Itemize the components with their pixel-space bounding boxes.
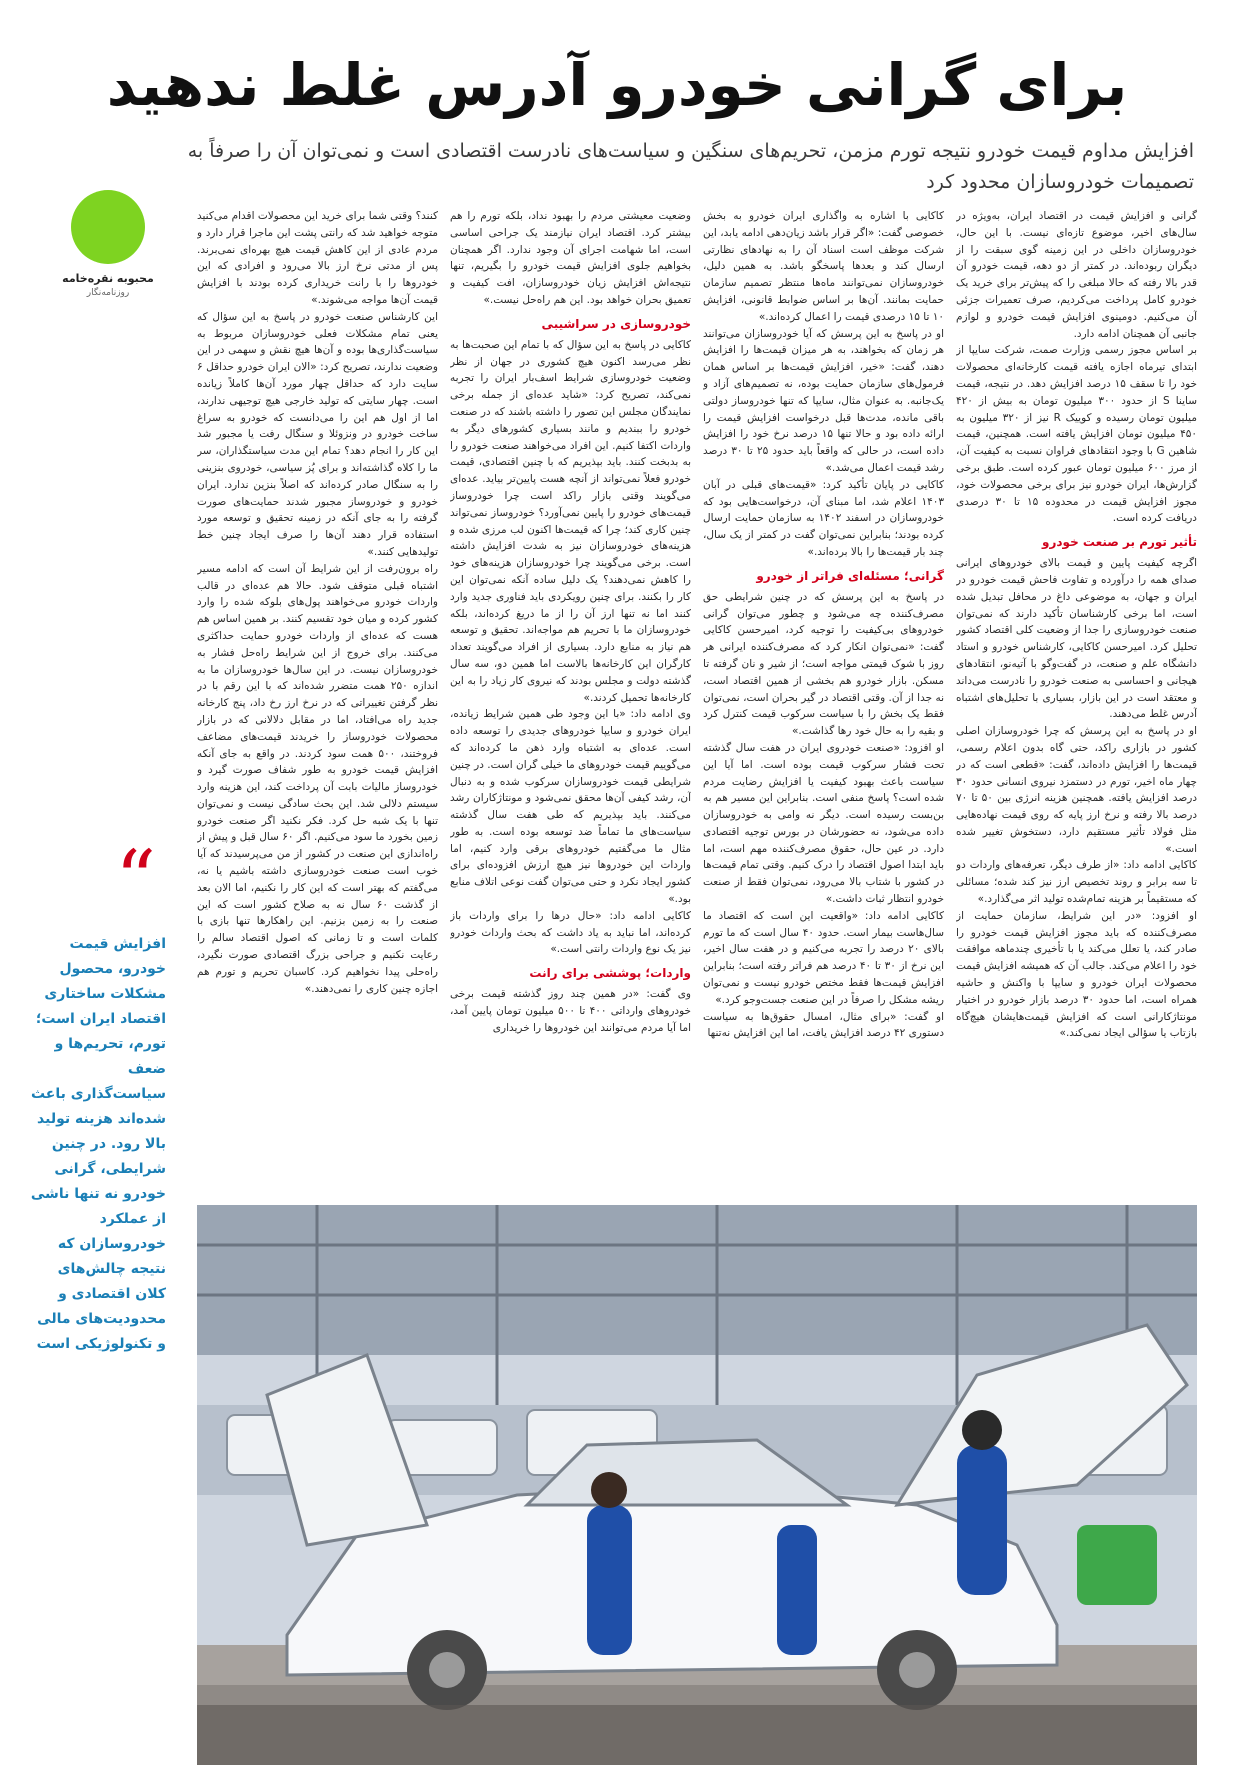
body-paragraph: کاکایی با اشاره به واگذاری ایران خودرو به بخش خصوصی گفت: «اگر قرار باشد زیان‌دهی ادامه یابد، این شرکت موظف است اسناد آن را به نهادهای نظارتی ارسال کند و بعدها پاسخگو باشد. به همین دلیل، خودروسازان نمی‌توانند ماه‌ها منتظر تصمیم سازمان حمایت بمانند. آن‌ها بر اساس ضوابط قانونی، افزایش ۱۰ تا ۱۵ درصدی قیمت را اعمال کرده‌اند.»	[703, 210, 944, 323]
body-paragraph: او گفت: «برای مثال، امسال حقوق‌ها به سیاست دستوری ۴۲ درصد افزایش یافت، اما این افزایش نه‌تنها	[703, 1010, 944, 1040]
body-paragraph: کاکایی ادامه داد: «حال درها را برای واردات باز کرده‌اند، اما نباید به یاد داشت که بحث واردات خودرو نیز یک نوع واردات رانتی است.»	[450, 909, 691, 956]
section-heading: تأثیر تورم بر صنعت خودرو	[1042, 535, 1197, 550]
body-paragraph: کنند؟ وقتی شما برای خرید این محصولات اقدام می‌کنید متوجه خواهید شد که رانتی پشت این ماجرا قرار دارد و مردم عادی از این کاهش قیمت هیچ بهره‌ای نمی‌برند. پس از مدتی نرخ ارز بالا می‌رود و افرادی که این خودروها را با رانت خریداری کرده بودند با افزایش قیمت آن‌ها مواجه می‌شوند.»	[197, 210, 438, 306]
body-paragraph: در پاسخ به این پرسش که در چنین شرایطی حق مصرف‌کننده چه می‌شود و چطور می‌توان گرانی خودروهای بی‌کیفیت را توجیه کرد، امیرحسن کاکایی گفت: «نمی‌توان انکار کرد که مصرف‌کننده ایرانی هر روز با شوک قیمتی مواجه است؛ از شیر و نان گرفته تا مسکن. بازار خودرو هم بخشی از همین اقتصاد است، نه جدا از آن. وقتی اقتصاد در گیر بحران است، نمی‌توان فقط یک بخش را با سیاست سرکوب قیمت کنترل کرد و بقیه را به حال خود رها گذاشت.»	[703, 590, 944, 738]
body-paragraph: وی ادامه داد: «با این وجود طی همین شرایط زیانده، ایران خودرو و سایپا خودروهای جدیدی را توسعه داده است. عده‌ای به اشتباه وارد ذهن ما کرده‌اند که می‌گوییم قیمت خودروهای ما خیلی گران است. در چنین شرایطی قیمت خودروسازان سرکوب شده و به دنبال آن، رشد کیفی آن‌ها محقق نمی‌شود و مونتاژکاران رشد می‌کنند. باید بپذیریم که طی هفت سال گذشته سیاست‌های ما تماماً ضد توسعه بوده است. به طور مثال ما می‌گفتیم خودروهای برقی وارد کنیم، اما واردات این خودروها نیز هیچ ارزش افزوده‌ای برای کشور ایجاد نکرد و حتی می‌توان گفت نوعی اتلاف منابع بود.»	[450, 708, 691, 906]
column-2	[703, 208, 944, 1193]
article-columns	[197, 208, 1197, 1193]
column-1	[956, 208, 1197, 1193]
quote-mark-icon: “	[115, 833, 156, 926]
body-paragraph: اگرچه کیفیت پایین و قیمت بالای خودروهای ایرانی صدای همه را درآورده و تفاوت فاحش قیمت خودرو در ایران و جهان، به موضوعی داغ در محافل تبدیل شده است، اما برخی کارشناسان تأکید دارند که نمی‌توان صنعت خودروسازی را جدا از وضعیت کلی اقتصاد کشور تحلیل کرد. امیرحسن کاکایی، کارشناس خودرو و استاد دانشگاه علم و صنعت، در گفت‌وگو با آتیه‌نو، انتقادهای هیجانی و احساسی به صنعت خودرو را نادرست می‌داند و معتقد است در این بازار، بسیاری با تحلیل‌های اشتباه آدرس غلط می‌دهند.	[956, 557, 1197, 721]
body-paragraph: راه برون‌رفت از این شرایط آن است که ادامه مسیر اشتباه قبلی متوقف شود. حالا هم عده‌ای در قالب واردات خودرو می‌خواهند پول‌های بلوکه شده را وارد کشور کرده و میان خود تقسیم کنند. بر همین اساس هم هست که عده‌ای از واردات خودرو حمایت حداکثری می‌کنند. برای خروج از این شرایط راه‌حل فشار به خودروسازان نیست. در این سال‌ها خودروسازان ما به اندازه ۲۵۰ همت متضرر شده‌اند که با این رقم با در نظر گرفتن تغییراتی که در نرخ ارز رخ داد، پنج کارخانه جدید راه می‌افتاد، اما در مقابل دلالانی که در بازار محصولات خودروساز را خریدند قیمت‌های مضاعف فروختند، ۵۰۰ همت سود کردند. در واقع به جای آنکه افزایش قیمت خودرو به طور شفاف صورت گیرد و خودروساز مالیات بابت آن پرداخت کند، این هزینه وارد سیستم دلالی شد. این بحث سادگی نیست و نمی‌توان تنها با یک شبه حل کرد. فکر نکنید اگر صنعت خودرو زمین بخورد ما سود می‌کنیم. اگر ۶۰ سال قبل و پیش از راه‌اندازی این صنعت در کشور از من می‌پرسیدند که آیا خوب است صنعت خودروسازی داشته باشیم یا نه، می‌گفتم که بهتر است که این کار را نکنیم، اما الان بعد از گذشت ۶۰ سال نه به صلاح کشور است که این صنعت را به زمین بزنیم. این راهکارها تنها بازی با کلمات است و تا زمانی که اصول اقتصاد سالم را رعایت نکنیم و جراحی بزرگ اقتصادی صورت نگیرد، راه‌حلی پیدا نخواهیم کرد. کاسبان تحریم و تورم هم اجازه چنین کاری را نمی‌دهند.»	[197, 562, 438, 995]
body-paragraph: گرانی و افزایش قیمت در اقتصاد ایران، به‌ویژه در سال‌های اخیر، موضوع تازه‌ای نیست. با این حال، خودروسازان داخلی در این زمینه گوی سبقت را از دیگران ربوده‌اند. در کمتر از دو دهه، قیمت خودرو آن قدر بالا رفته که حالا مبلغی را که پیش‌تر برای خرید یک خودرو کامل پرداخت می‌کردیم، صرف تعمیرات جزئی آن می‌کنیم. دومینوی افزایش قیمت خودرو و لوازم جانبی آن همچنان ادامه دارد.	[956, 210, 1197, 340]
author-name: محبوبه نقره‌خامه	[62, 272, 154, 285]
body-paragraph: کاکایی ادامه داد: «واقعیت این است که اقتصاد ما سال‌هاست بیمار است. حدود ۴۰ سال است که ما تورم بالای ۲۰ درصد را تجربه می‌کنیم و در هفت سال اخیر، این نرخ از ۳۰ تا ۴۰ درصد هم فراتر رفته است؛ بنابراین افزایش قیمت‌ها فقط مختص خودرو نیست و نمی‌توان ریشه مشکل را صرفاً در این صنعت جست‌وجو کرد.»	[703, 909, 944, 1006]
body-paragraph: بر اساس مجوز رسمی وزارت صمت، شرکت سایپا از ابتدای تیرماه اجازه یافته قیمت کارخانه‌ای محصولات خود را تا سقف ۱۵ درصد افزایش دهد. در نتیجه، قیمت ساینا S از حدود ۳۰۰ میلیون تومان به بیش از ۴۲۰ میلیون تومان رسیده و کوییک R نیز از ۳۲۰ میلیون به ۴۵۰ میلیون تومان افزایش یافته است. همچنین، قیمت شاهین G با وجود انتقادهای فراوان نسبت به کیفیت آن، از مرز ۶۰۰ میلیون تومان عبور کرده است. طبق برخی گزارش‌ها، ایران خودرو نیز برای برخی محصولات خود، مجوز افزایش قیمت در محدوده ۱۵ تا ۳۰ درصدی دریافت کرده است.	[956, 344, 1197, 525]
lead-paragraph: افزایش مداوم قیمت خودرو نتیجه تورم مزمن، تحریم‌های سنگین و سیاست‌های نادرست اقتصادی است و نمی‌توان آن را صرفاً به تصمیمات خودروسازان محدود کرد	[187, 140, 1194, 193]
assembly-line-photo	[197, 1205, 1197, 1765]
pull-quote-text: افزایش قیمت خودرو، محصول مشکلات ساختاری اقتصاد ایران است؛ تورم، تحریم‌ها و ضعف سیاست‌گذاری باعث شده‌اند هزینه تولید بالا رود. در چنین شرایطی، گرانی خودرو نه تنها ناشی از عملکرد خودروسازان که نتیجه چالش‌های کلان اقتصادی و محدودیت‌های مالی و تکنولوژیکی است	[30, 936, 166, 1352]
column-4	[197, 208, 438, 1193]
body-paragraph: کاکایی ادامه داد: «از طرف دیگر، تعرفه‌های واردات دو تا سه برابر و روند تخصیص ارز نیز کند شده؛ مسائلی که مستقیماً بر هزینه تمام‌شده تولید اثر می‌گذارد.»	[956, 859, 1197, 906]
author-box	[48, 190, 168, 298]
assembly-line-illustration	[197, 1205, 1197, 1765]
body-paragraph: وی گفت: «در همین چند روز گذشته قیمت برخی خودروهای وارداتی ۴۰۰ تا ۵۰۰ میلیون تومان پایین آمد، اما آیا مردم می‌توانند این خودروها را خریداری	[450, 988, 691, 1034]
column-3	[450, 208, 691, 1193]
body-paragraph: او افزود: «در این شرایط، سازمان حمایت از مصرف‌کننده که باید مجوز افزایش قیمت خودرو را صادر کند، یا تعلل می‌کند یا با تأخیری چندماهه موافقت خود را اعلام می‌کند. جالب آن که همیشه افزایش قیمت محصولات ایران خودرو و سایپا با واکنش و حاشیه همراه است، اما حدود ۳۰ درصد بازار خودرو در اختیار مونتاژکارانی است که افزایش قیمت‌هایشان هیچ‌گاه بازتاب یا سؤالی ایجاد نمی‌کند.»	[956, 909, 1197, 1040]
author-role: روزنامه‌نگار	[86, 288, 130, 298]
body-paragraph: کاکایی در پایان تأکید کرد: «قیمت‌های قبلی در آبان ۱۴۰۳ اعلام شد، اما مبنای آن، درخواست‌هایی بود که خودروسازان در اسفند ۱۴۰۲ به سازمان حمایت ارسال کرده بودند؛ بنابراین نمی‌توان گفت در کمتر از یک سال، چند بار قیمت‌ها را بالا برده‌اند.»	[703, 478, 944, 558]
body-paragraph: او در پاسخ به این پرسش که چرا خودروسازان اصلی کشور در بازاری راکد، حتی گاه بدون اعلام رسمی، قیمت‌ها را افزایش داده‌اند، گفت: «قطعی است که در چهار ماه اخیر، تورم در دستمزد نیروی انسانی حدود ۳۰ درصد افزایش یافته. همچنین هزینه انرژی بین ۵۰ تا ۷۰ درصد بالا رفته و نرخ ارز پایه که روی قیمت نهاده‌هایی مثل فولاد تأثیر مستقیم دارد، دستخوش تغییر شده است.»	[956, 725, 1197, 855]
pull-quote	[30, 833, 170, 1357]
body-paragraph: وضعیت معیشتی مردم را بهبود نداد، بلکه تورم را هم بیشتر کرد. اقتصاد ایران نیازمند یک جراحی اساسی است، اما شهامت اجرای آن وجود ندارد. اگر همچنان بخواهیم جلوی افزایش قیمت خودرو را بگیریم، تنها نتیجه‌اش افزایش زیان خودروسازان، افت کیفیت و تعمیق بحران خواهد بود. این هم راه‌حل نیست.»	[450, 210, 691, 306]
body-paragraph: او در پاسخ به این پرسش که آیا خودروسازان می‌توانند هر زمان که بخواهند، به هر میزان قیمت‌ها را افزایش دهند، گفت: «خیر، افزایش قیمت‌ها بر اساس همان فرمول‌های سازمان حمایت بوده، نه تصمیم‌های آزاد و یک‌جانبه. به عنوان مثال، سایپا که تنها خودروساز دولتی باقی مانده، مدت‌ها قبل درخواست افزایش قیمت را ارائه داده بود و حالا تنها ۱۵ درصد نرخ خود را افزایش داده است، در حالی که واقعاً باید حدود ۲۵ تا ۳۰ درصد رشد قیمت اعمال می‌شد.»	[703, 327, 944, 474]
section-heading: واردات؛ پوششی برای رانت	[529, 966, 691, 981]
body-paragraph: این کارشناس صنعت خودرو در پاسخ به این سؤال که یعنی تمام مشکلات فعلی خودروسازان مربوط به سیاست‌گذاری‌ها بوده و آن‌ها هیچ نقش و سهمی در این وضعیت ندارند، تصریح کرد: «الان ایران خودرو حداقل ۶ سایت دارد که حداقل چهار مورد آن‌ها کاملاً زیانده است. چهار سایتی که تولید خارجی هیچ توجیهی ندارند، اما از اول هم این را می‌دانست که خودرو به سراغ ساخت خودرو در ونزوئلا و سنگال رفت یا مجبور شد این کار را انجام دهد؟ تمام این مدت سیاستگذاران، سر ما را کلاه گذاشته‌اند و برای پُز سیاسی، خودروی بنزینی را به سنگال صادر کرده‌اند که اصلاً بنزین ندارد. ایران خودرو و خودروساز مجبور شدند حمایت‌های صورت گرفته را به جای آنکه در زمینه تحقیق و توسعه مورد استفاده قرار دهند آن‌ها را صرف ایجاد چنین خط تولیدهایی کنند.»	[197, 310, 438, 558]
headline: برای گرانی خودرو آدرس غلط ندهید	[106, 51, 1128, 119]
body-paragraph: او افزود: «صنعت خودروی ایران در هفت سال گذشته تحت فشار سرکوب قیمت بوده است. اما آیا این سیاست باعث بهبود کیفیت یا افزایش رضایت مردم شده است؟ پاسخ منفی است. بنابراین این مسیر هم به بن‌بست رسیده است. دیگر نه وامی به خودروسازان داده می‌شود، نه حضورشان در بورس توجیه اقتصادی دارد. در عین حال، حقوق مصرف‌کننده مهم است، اما باید ابتدا اصول اقتصاد را درک کنیم. وقتی تمام قیمت‌ها در کشور با شتاب بالا می‌رود، نمی‌توان فقط از صنعت خودرو انتظار ثبات داشت.»	[703, 741, 944, 906]
body-paragraph: کاکایی در پاسخ به این سؤال که با تمام این صحبت‌ها به نظر می‌رسد اکنون هیچ کشوری در جهان از نظر وضعیت خودروسازی شرایط اسف‌بار ایران را تجربه نمی‌کند، تصریح کرد: «شاید عده‌ای از جمله برخی نمایندگان مجلس این تصور را داشته باشند که در صنعت خودرو را ببندیم و مانند بسیاری کشورهای دیگر به واردات اکتفا کنیم. این افراد می‌خواهند صنعت خودرو را به بدبخت کنند. باید بپذیریم که با چنین اقتصادی، قیمت خودرو فعلاً نمی‌تواند از آنچه هست پایین‌تر بیاید. عده‌ای می‌گویند وقتی بازار راکد است چرا خودروساز قیمت‌های خودرو را پایین نمی‌آورد؟ خودروساز نمی‌تواند چنین کاری کند؛ چرا که قیمت‌ها اکنون لب مرزی شده و هزینه‌های خودروسازان نیز به شدت افزایش داشته است. برخی می‌گویند چرا خودروسازان هزینه‌های خود را کاهش نمی‌دهند؟ یک دلیل ساده آنکه نمی‌توان این کار را بکنند. برای چنین رویکردی باید فناوری جدید وارد کنند اما نه تنها ارز آن را از ما دریغ کرده‌اند، بلکه خودروسازان ما با تحریم هم مواجه‌اند. تحقیق و توسعه هم نیاز به منابع دارد. بسیاری از افراد می‌گویند تعداد کارگران این کارخانه‌ها بالاست اما همین دو، سه سال گذشته دولت و مجلس بودند که نیروی کار زیاد را به این کارخانه‌ها تحمیل کردند.»	[450, 338, 691, 704]
section-heading: خودروسازی در سراشیبی	[541, 316, 691, 331]
section-heading: گرانی؛ مسئله‌ای فراتر از خودرو	[756, 568, 944, 583]
author-avatar	[71, 190, 145, 264]
